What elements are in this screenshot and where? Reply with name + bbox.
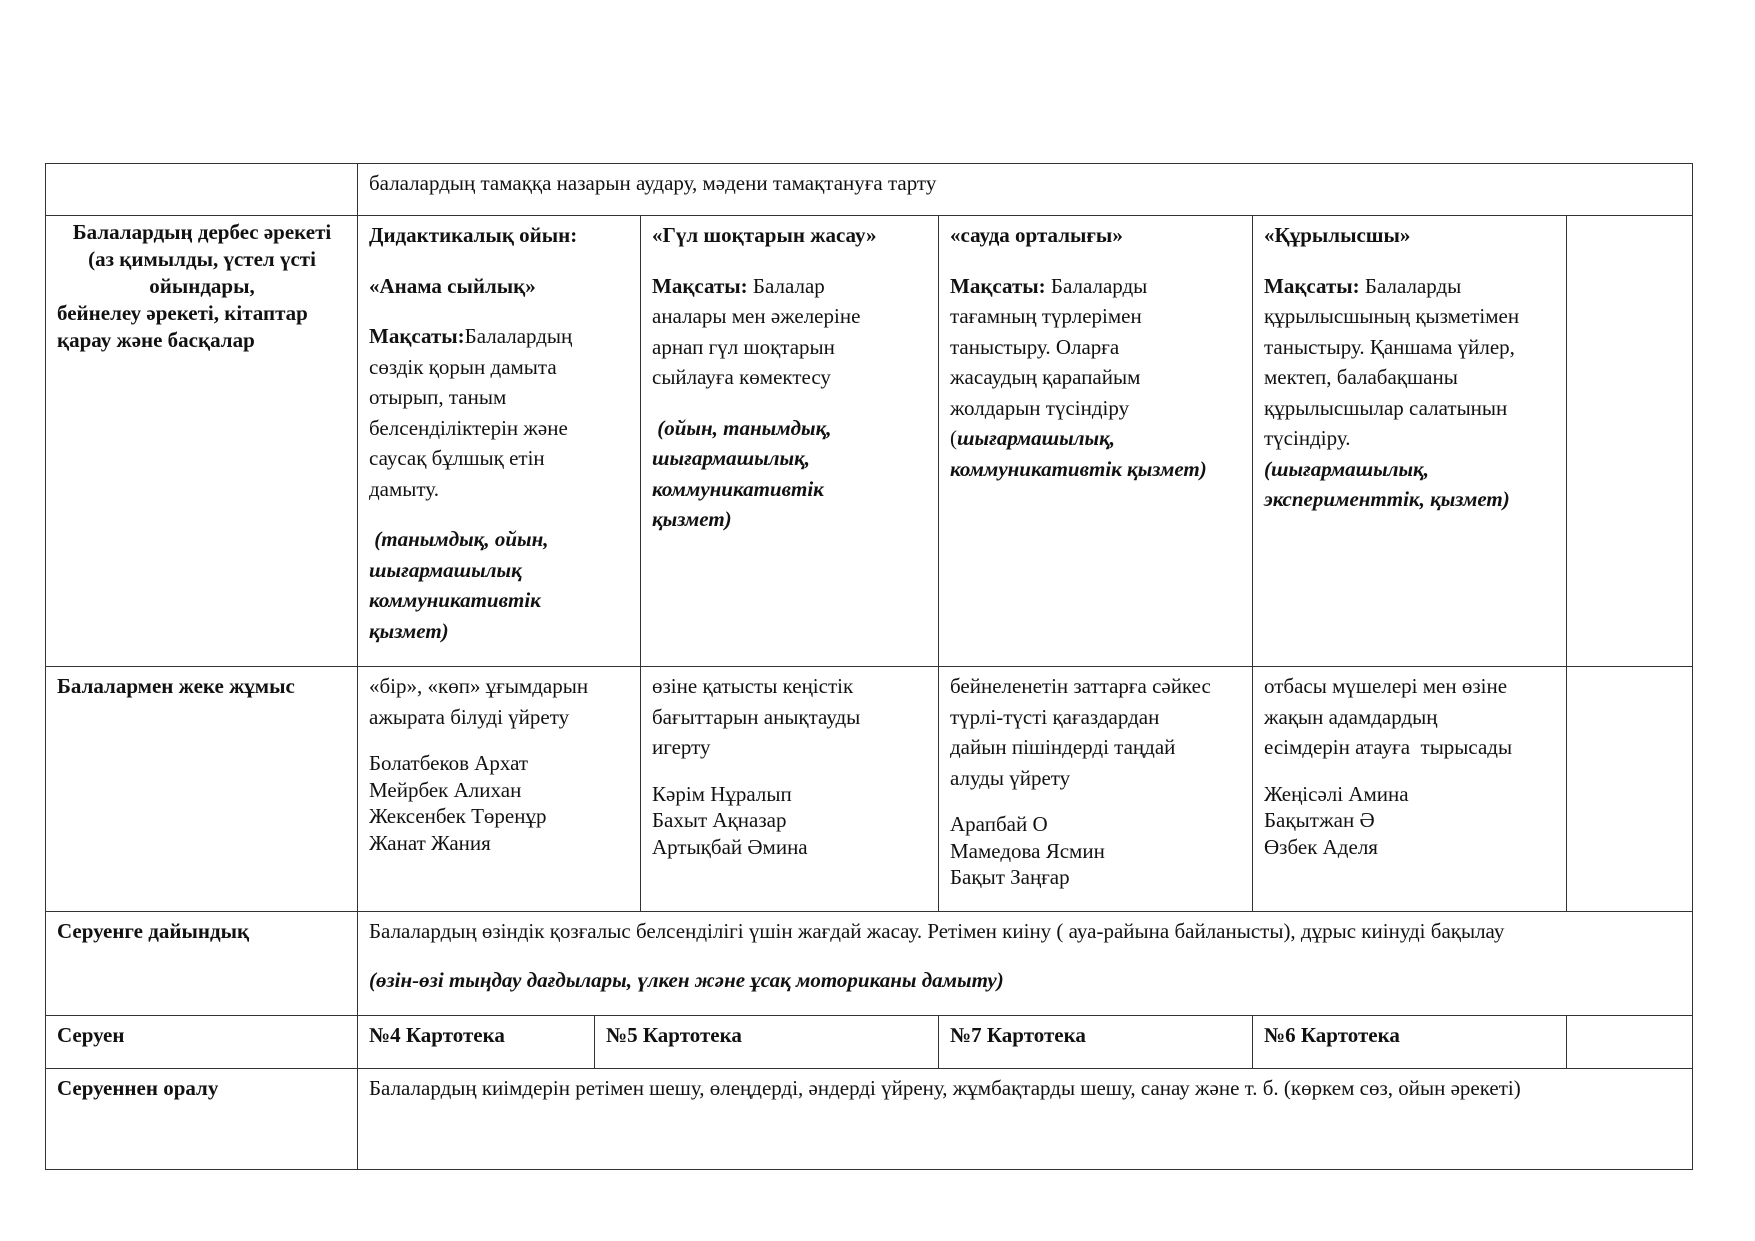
col3-task-line: түрлі-түсті қағаздардан	[950, 704, 1160, 729]
col2-task-line: өзіне қатысты кеңістік	[652, 674, 854, 698]
child-name: Жанат Жания	[369, 830, 491, 855]
child-name: Мейрбек Алихан	[369, 777, 522, 802]
card-label: №4 Картотека	[369, 1023, 505, 1047]
row2-empty-cell	[1567, 667, 1693, 912]
col4-task-line: есімдерін атауға тырысады	[1264, 735, 1513, 759]
row2-col3-cell	[939, 667, 1253, 912]
col4-tags-line: (шығармашылық,	[1264, 456, 1429, 481]
col3-goal-line: тағамның түрлерімен	[950, 304, 1142, 328]
row3-text: Балалардың өзіндік қозғалыс белсенділігі үшін жағдай жасау. Ретімен киіну ( ауа-райына байланысты), дұрыс киінуді бақылау	[369, 919, 1505, 943]
col1-tags-line: (танымдық, ойын,	[369, 527, 549, 551]
child-name: Бақыт Заңғар	[950, 865, 1070, 889]
row0-text-cell	[358, 164, 1693, 216]
col3-task-line: алуды үйрету	[950, 765, 1071, 790]
col3-tags-open: (	[950, 426, 957, 450]
row1-label-cell	[46, 216, 358, 667]
row5-label: Серуеннен оралу	[57, 1076, 219, 1100]
col1-game-name: «Анама сыйлық»	[369, 273, 536, 298]
col1-goal-line: дамыту.	[369, 476, 439, 501]
col2-goal-line: аналары мен әжелеріне	[652, 304, 861, 328]
child-name: Кәрім Нұралып	[652, 781, 792, 806]
col4-goal-line: түсіндіру.	[1264, 426, 1351, 450]
row3-tags: (өзін-өзі тыңдау дағдылары, үлкен және ұсақ моториканы дамыту)	[369, 967, 1004, 992]
col3-title: «сауда орталығы»	[950, 223, 1123, 247]
col4-goal-line: таныстыру. Қаншама үйлер,	[1264, 334, 1515, 359]
col1-tags-line: коммуникативтік	[369, 588, 541, 612]
col4-goal-line: құрылысшының қызметімен	[1264, 304, 1520, 328]
row1-label-line: қарау және басқалар	[57, 328, 255, 352]
col3-task-line: дайын пішіндерді таңдай	[950, 735, 1176, 759]
col4-title: «Құрылысшы»	[1264, 223, 1411, 247]
col2-title: «Гүл шоқтарын жасау»	[652, 223, 877, 247]
col3-goal-line: Балаларды	[1045, 273, 1148, 298]
col2-goal-line: сыйлауға көмектесу	[652, 365, 831, 389]
col3-tags-line: коммуникативтік қызмет)	[950, 456, 1207, 481]
child-name: Өзбек Аделя	[1264, 834, 1378, 859]
col4-task-line: отбасы мүшелері мен өзіне	[1264, 674, 1508, 698]
col2-goal-line: арнап гүл шоқтарын	[652, 334, 835, 359]
col1-goal-line: Балалардың	[464, 324, 573, 348]
row0-label-cell	[46, 164, 358, 216]
col3-goal-line: жолдарын түсіндіру	[950, 395, 1130, 420]
col4-goal-label: Мақсаты:	[1264, 273, 1360, 298]
col1-goal-label: Мақсаты:	[369, 324, 465, 348]
row1-label-line: бейнелеу әрекеті, кітаптар	[57, 301, 308, 325]
child-name: Жеңісәлі Амина	[1264, 781, 1409, 806]
row2-label-cell	[46, 667, 358, 912]
col1-goal-line: саусақ бұлшық етін	[369, 446, 545, 470]
card-cell	[595, 1016, 939, 1069]
col4-tags-line: эксперименттік, қызмет)	[1264, 487, 1510, 511]
row5-text: Балалардың киімдерін ретімен шешу, өлеңдерді, әндерді үйрену, жұмбақтарды шешу, санау және т. б. (көркем сөз, ойын әрекеті)	[369, 1076, 1521, 1100]
col1-goal-line: белсенділіктерін және	[369, 415, 568, 440]
row3-label: Серуенге дайындық	[57, 919, 250, 943]
card-label: №5 Картотека	[606, 1023, 742, 1047]
row1-col4-cell	[1253, 216, 1567, 667]
row2-col2-cell	[641, 667, 939, 912]
row4-empty-cell	[1567, 1016, 1693, 1069]
child-name: Арапбай О	[950, 812, 1048, 836]
row4-label: Серуен	[57, 1023, 125, 1047]
col3-goal-line: таныстыру. Оларға	[950, 334, 1120, 359]
row3-text-cell	[358, 912, 1693, 1016]
col3-goal-line: жасаудың қарапайым	[950, 365, 1141, 389]
col4-task-line: жақын адамдардың	[1264, 704, 1438, 729]
row2-label: Балалармен жеке жұмыс	[57, 674, 295, 698]
child-name: Артықбай Әмина	[652, 834, 808, 859]
row5-text-cell	[358, 1069, 1693, 1169]
child-name: Бахыт Ақназар	[652, 808, 787, 832]
child-name: Мамедова Ясмин	[950, 838, 1105, 863]
col1-goal-line: сөздік қорын дамыта	[369, 354, 557, 379]
card-label: №7 Картотека	[950, 1023, 1086, 1047]
col4-goal-line: құрылысшылар салатынын	[1264, 395, 1508, 420]
row1-empty-cell	[1567, 216, 1693, 667]
col2-goal-label: Мақсаты:	[652, 273, 748, 298]
col2-task-line: игерту	[652, 735, 711, 759]
col1-task-line: ажырата білуді үйрету	[369, 704, 570, 729]
row0-text: балалардың тамаққа назарын аудару, мәдени тамақтануға тарту	[369, 171, 937, 195]
row1-col3-cell	[939, 216, 1253, 667]
col1-title: Дидактикалық ойын:	[369, 223, 578, 247]
row2-col1-cell	[358, 667, 641, 912]
row5-label-cell	[46, 1069, 358, 1169]
card-cell	[1253, 1016, 1567, 1069]
row2-col4-cell	[1253, 667, 1567, 912]
col2-goal-line: Балалар	[747, 273, 825, 298]
row1-col1-cell	[358, 216, 641, 667]
row4-label-cell	[46, 1016, 358, 1069]
col2-tags-line: коммуникативтік	[652, 476, 824, 501]
row3-label-cell	[46, 912, 358, 1016]
col1-goal-line: отырып, таным	[369, 385, 507, 409]
col3-goal-label: Мақсаты:	[950, 273, 1046, 298]
child-name: Жексенбек Төренұр	[369, 804, 547, 828]
card-cell	[358, 1016, 595, 1069]
col4-goal-line: мектеп, балабақшаны	[1264, 365, 1458, 389]
row1-label-line: (аз қимылды, үстел үсті	[88, 247, 316, 271]
col2-task-line: бағыттарын анықтауды	[652, 704, 861, 729]
col1-tags-line: қызмет)	[369, 618, 449, 643]
col2-tags-line: шығармашылық,	[652, 446, 810, 470]
col1-task-line: «бір», «көп» ұғымдарын	[369, 674, 589, 698]
card-cell	[939, 1016, 1253, 1069]
col2-tags-line: (ойын, танымдық,	[652, 415, 832, 440]
child-name: Болатбеков Архат	[369, 751, 529, 775]
plan-table	[45, 163, 1693, 1170]
row1-label-line: ойындары,	[149, 274, 255, 298]
col4-goal-line: Балаларды	[1359, 273, 1462, 298]
col1-tags-line: шығармашылық	[369, 557, 522, 582]
col3-tags-line: шығармашылық,	[957, 426, 1115, 450]
col2-tags-line: қызмет)	[652, 507, 732, 531]
child-name: Бақытжан Ә	[1264, 808, 1375, 832]
col3-task-line: бейнеленетін заттарға сәйкес	[950, 674, 1211, 698]
card-label: №6 Картотека	[1264, 1023, 1400, 1047]
row1-col2-cell	[641, 216, 939, 667]
row1-label-line: Балалардың дербес әрекеті	[72, 220, 332, 244]
